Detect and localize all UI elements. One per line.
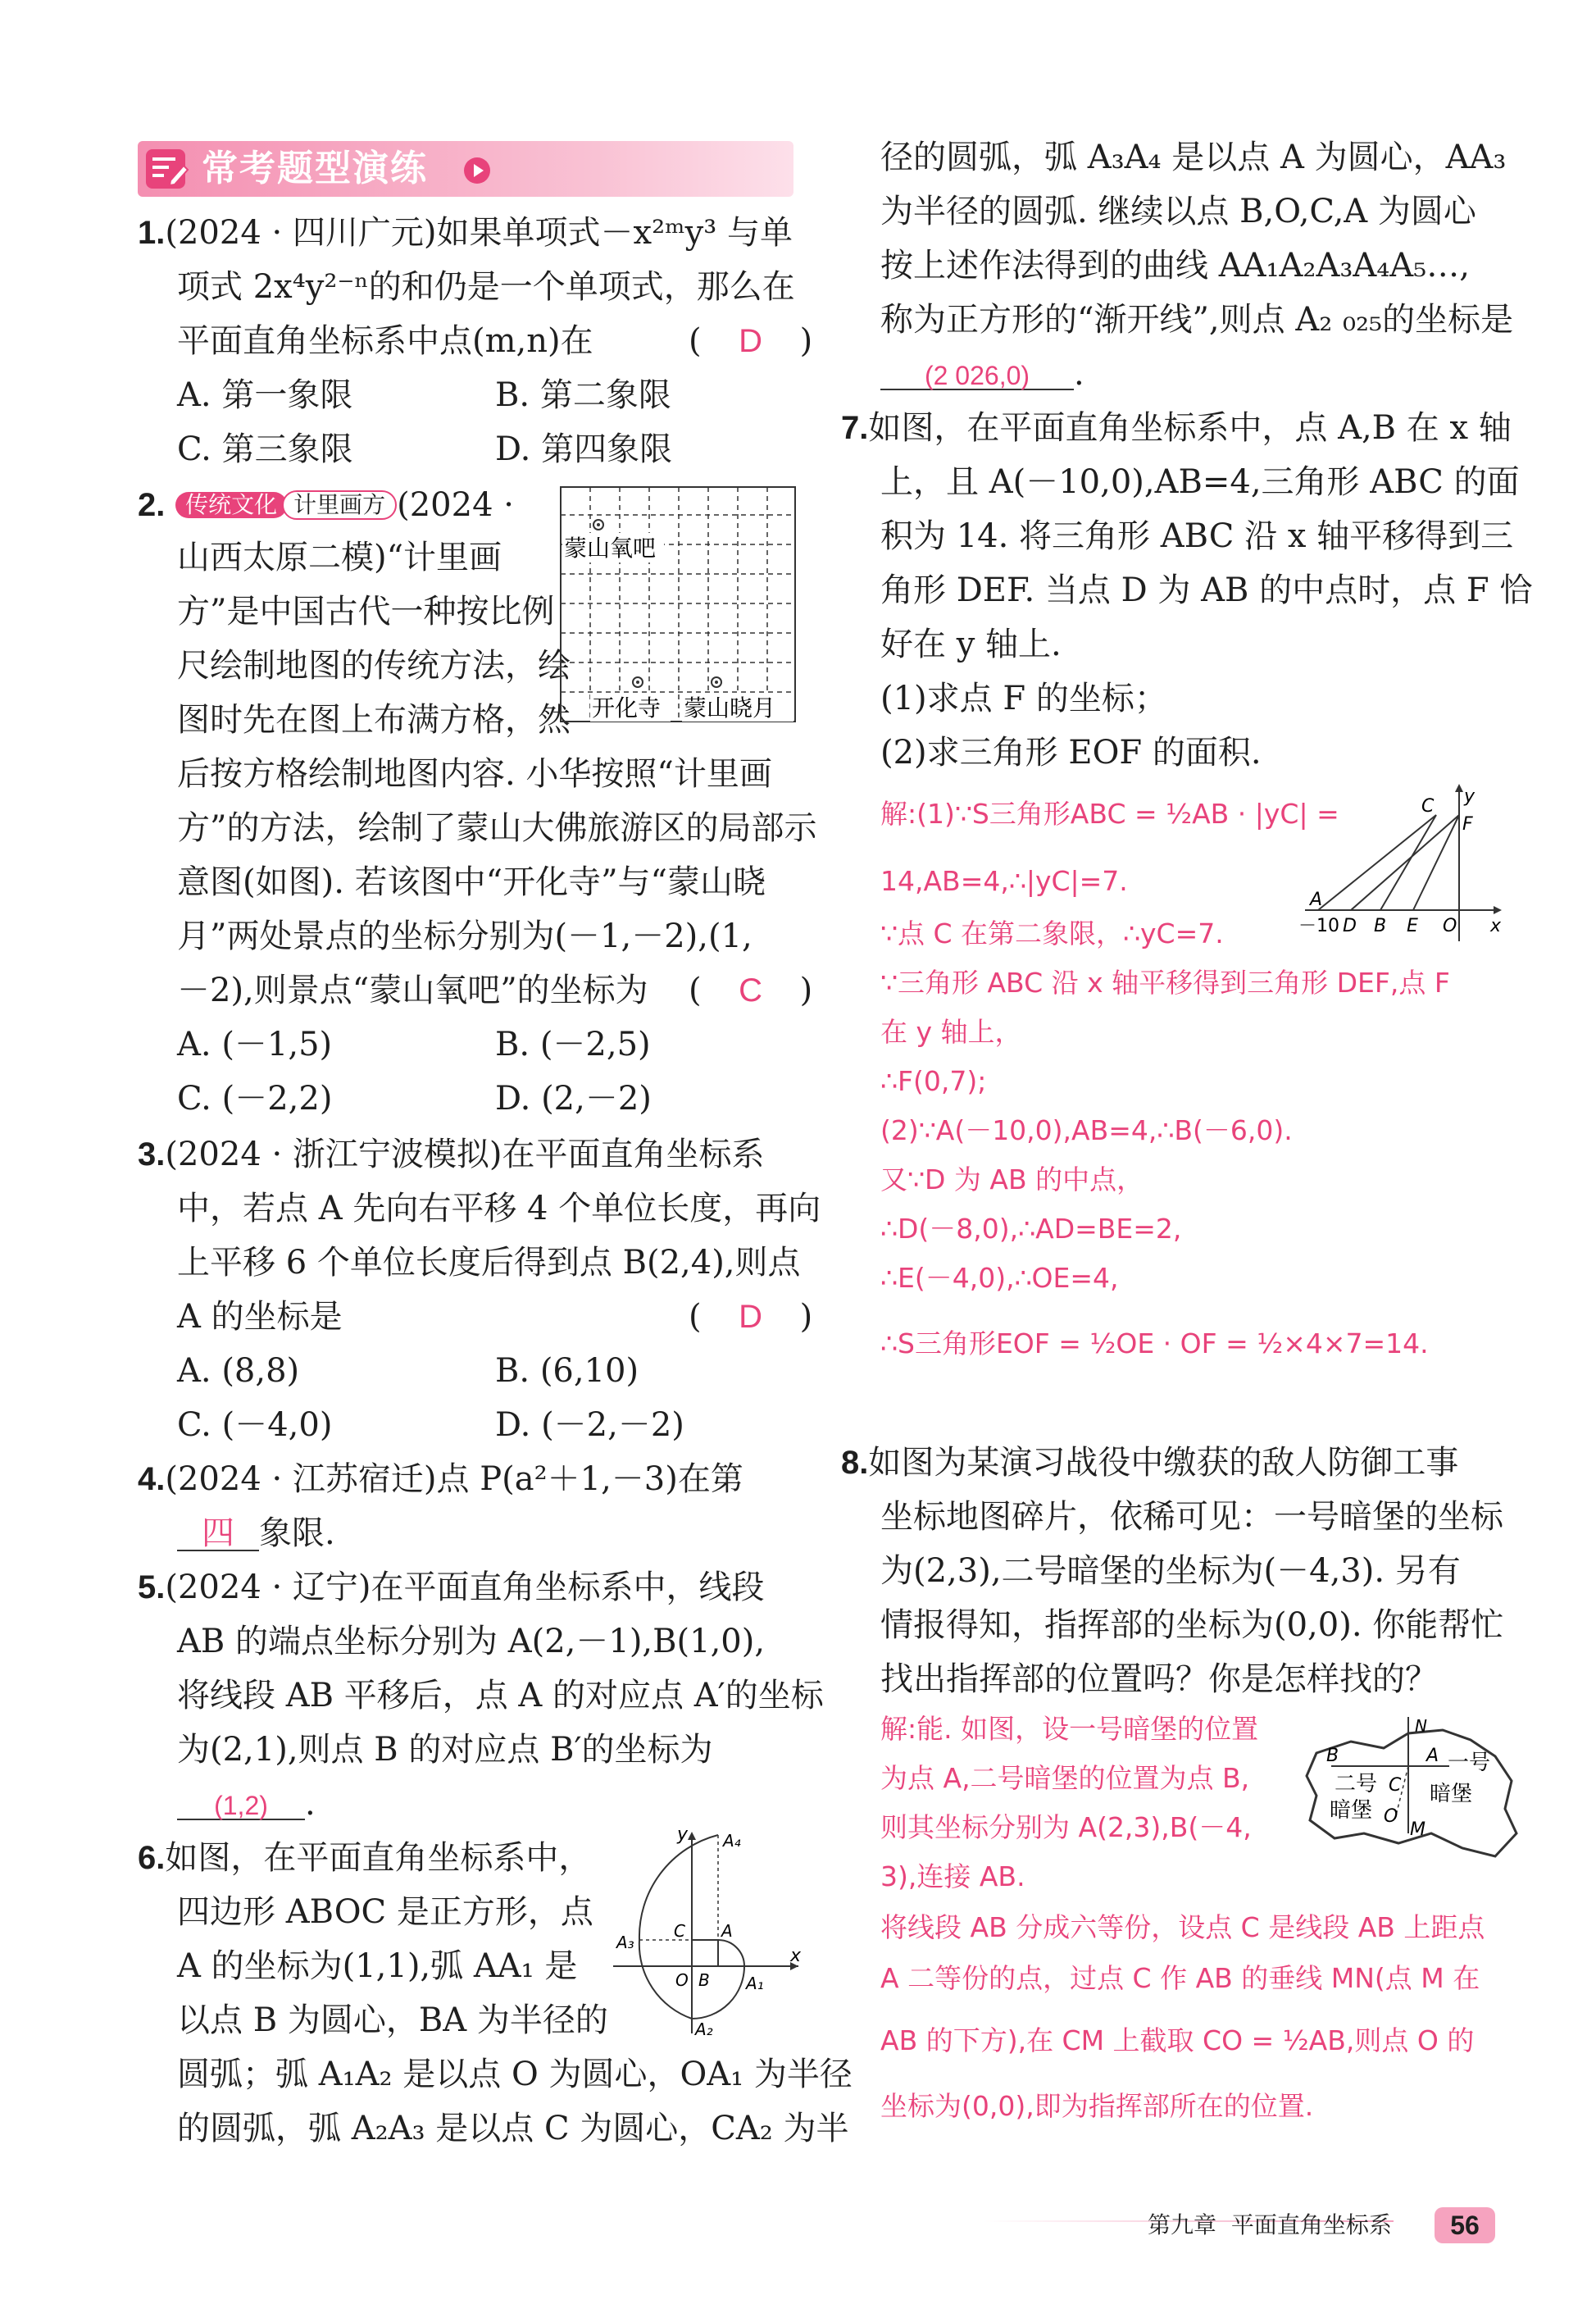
- q6-line: 的圆弧，弧 A₂A₃ 是以点 C 为圆心，CA₂ 为半: [177, 2110, 849, 2147]
- q8-solution-line: 为点 A,二号暗堡的位置为点 B,: [880, 1762, 1250, 1794]
- q7-line: 如图，在平面直角坐标系中，点 A,B 在 x 轴: [868, 409, 1512, 447]
- q7-solution-line: ∴S三角形EOF = ½OE · OF = ½×4×7=14.: [880, 1327, 1429, 1359]
- q6-line: 以点 B 为圆心，BA 为半径的: [177, 2001, 608, 2039]
- fig8-label-m: M: [1410, 1819, 1425, 1840]
- q1-answer: D: [739, 323, 763, 359]
- q3-answer: D: [739, 1299, 763, 1335]
- q7-solution-line: ∵点 C 在第二象限，∴yC=7.: [880, 918, 1224, 949]
- q6-number: 6.: [138, 1840, 166, 1876]
- q8-line: 情报得知，指挥部的坐标为(0,0). 你能帮忙: [880, 1606, 1504, 1644]
- q7-triangle-figure: [1298, 781, 1503, 945]
- q3-option-a: A. (8,8): [177, 1352, 300, 1390]
- q7-solution-line: 解:(1)∵S三角形ABC = ½AB · |yC| =: [880, 798, 1339, 830]
- fig7-label-e: E: [1407, 916, 1418, 936]
- page-number-badge: [1435, 2207, 1495, 2243]
- label-kaihuasi: 开化寺: [592, 694, 662, 722]
- fig8-label-bunker1-line1: 一号: [1448, 1751, 1491, 1775]
- q7-line: (1)求点 F 的坐标；: [880, 680, 1167, 717]
- footer-chapter: 第九章: [1148, 2211, 1217, 2238]
- q8-solution-line: 解:能. 如图，设一号暗堡的位置: [880, 1713, 1259, 1745]
- label-mengshan-xiaoyue: 蒙山晓月: [684, 694, 776, 722]
- fig7-label-f: F: [1462, 814, 1473, 835]
- fig8-label-b: B: [1326, 1746, 1339, 1766]
- fig6-label-a4: A₄: [723, 1831, 741, 1851]
- q1-option-b: B. 第二象限: [495, 376, 671, 414]
- q2-option-b: B. (－2,5): [495, 1026, 651, 1063]
- q1-option-a: A. 第一象限: [177, 376, 353, 414]
- fig7-label-minus10: －10: [1298, 916, 1339, 936]
- fig8-label-bunker2-line1: 二号: [1335, 1772, 1378, 1796]
- q6-line: 为半径的圆弧. 继续以点 B,O,C,A 为圆心: [880, 193, 1476, 230]
- q6-answer-blank: (2 026,0): [880, 362, 1074, 390]
- q8-solution-line: A 二等份的点，过点 C 作 AB 的垂线 MN(点 M 在: [880, 1962, 1480, 1994]
- q6-involute-figure: [610, 1828, 807, 2042]
- page-number: 56: [1450, 2211, 1480, 2240]
- q2-line: 方”的方法，绘制了蒙山大佛旅游区的局部示: [177, 809, 817, 847]
- q7-line: 好在 y 轴上.: [880, 626, 1062, 663]
- fig6-label-o: O: [675, 1970, 689, 1990]
- q7-solution-line: (2)∵A(－10,0),AB=4,∴B(－6,0).: [880, 1114, 1293, 1146]
- marker-mengshan-xiaoyue: [712, 677, 721, 687]
- fig6-label-y: y: [677, 1828, 689, 1845]
- q3-option-d: D. (－2,－2): [495, 1406, 684, 1444]
- q1-line: (2024 · 四川广元)如果单项式－x²ᵐy³ 与单: [165, 214, 793, 252]
- fig8-label-bunker2-line2: 暗堡: [1330, 1798, 1373, 1823]
- fig7-label-c: C: [1421, 796, 1435, 817]
- q2-option-a: A. (－1,5): [177, 1026, 333, 1063]
- q2-line: 尺绘制地图的传统方法，绘: [177, 647, 571, 685]
- q2-grid-map-figure: [559, 485, 797, 723]
- fig7-label-y: y: [1464, 786, 1476, 807]
- q5-number: 5.: [138, 1569, 166, 1605]
- fig7-label-b: B: [1374, 916, 1387, 936]
- q1-option-c: C. 第三象限: [177, 430, 353, 468]
- marker-mengshan-yangba: [593, 520, 603, 530]
- page: 常考题型演练 1.(2024 · 四川广元)如果单项式－x²ᵐy³ 与单 项式 2x⁴y²⁻ⁿ的和仍是一个单项式，那么在 平面直角坐标系中点(m,n)在 ( D ) A. 第一象限 B. 第二象限 C. 第三象限 D. 第四象限 2. 传统文化 计里画方 (2024 · 山西太原二模)“计里画 方”是中国古代一种按比例 尺绘制地图的传统方法，绘 图时先在图上布满方格，然 后按方格绘制地图内容. 小华按照“计里画 方”的方法，绘制了蒙山大佛旅游区的局部示 意图(如图). 若该图中“开化寺”与“蒙山晓 月”两处景点的坐标分别为(－1,－2),(1, －2),则景点“蒙山氧吧”的坐标为 ( C ) A. (－1,5) B. (－2,5) C. (－2,2) D. (2,－2) 蒙山氧吧 开化寺 蒙山晓月 3.(2024 · 浙江宁波模拟)在平面直角坐标系 中，若点 A 先向右平移 4 个单位长度，再向 上平移 6 个单位长度后得到点 B(2,4),则点 A 的坐标是 ( D ) A. (8,8) B. (6,10) C. (－4,0) D. (－2,－2) 4.(2024 · 江苏宿迁)点 P(a²＋1,－3)在第 四 象限. 5.(2024 · 辽宁)在平面直角坐标系中，线段 AB 的端点坐标分别为 A(2,－1),B(1,0), 将线段 AB 平移后，点 A 的对应点 A′的坐标 为(2,1),则点 B 的对应点 B′的坐标为 (1,2) . 6.如图，在平面直角坐标系中， 四边形 ABOC 是正方形，点 A 的坐标为(1,1),弧 AA₁ 是 以点 B 为圆心，BA 为半径的 圆弧；弧 A₁A₂ 是以点 O 为圆心，OA₁ 为半径 的圆弧，弧 A₂A₃ 是以点 C 为圆心，CA₂ 为半 y x A₄ A₃ C A O B A₁ A₂ 径的圆弧，弧 A₃A₄ 是以点 A 为圆心，AA₃ 为半径的圆弧. 继续以点 B,O,C,A 为圆心 按上述作法得到的曲线 AA₁A₂A₃A₄A₅…, 称为正方形的“渐开线”,则点 A₂ ₀₂₅的坐标是 (2 026,0) . 7.如图，在平面直角坐标系中，点 A,B 在 x 轴 上，且 A(－10,0),AB=4,三角形 ABC 的面 积为 14. 将三角形 ABC 沿 x 轴平移得到三 角形 DEF. 当点 D 为 AB 的中点时，点 F 恰 好在 y 轴上. (1)求点 F 的坐标； (2)求三角形 EOF 的面积. 解:(1)∵S三角形ABC = ½AB · |yC| = 14,AB=4,∴|yC|=7. ∵点 C 在第二象限，∴yC=7. ∵三角形 ABC 沿 x 轴平移得到三角形 DEF,点 F 在 y 轴上， ∴F(0,7); (2)∵A(－10,0),AB=4,∴B(－6,0). 又∵D 为 AB 的中点， ∴D(－8,0),∴AD=BE=2, ∴E(－4,0),∴OE=4, ∴S三角形EOF = ½OE · OF = ½×4×7=14. y C F A －10 D B E O x 8.如图为某演习战役中缴获的敌人防御工事 坐标地图碎片，依稀可见：一号暗堡的坐标 为(2,3),二号暗堡的坐标为(－4,3). 另有 情报得知，指挥部的坐标为(0,0). 你能帮忙 找出指挥部的位置吗？你是怎样找的？ 解:能. 如图，设一号暗堡的位置 为点 A,二号暗堡的位置为点 B, 则其坐标分别为 A(2,3),B(－4, 3),连接 AB. 将线段 AB 分成六等份，设点 C 是线段 AB 上距点 A 二等份的点，过点 C 作 AB 的垂线 MN(点 M 在 AB 的下方),在 CM 上截取 CO = ½AB,则点 O 的 坐标为(0,0),即为指挥部所在的位置. N B 二号 暗堡 C A 一号 暗堡 O M 第九章 平面直角坐标系 56: [0, 0, 1596, 2304]
- q5-line: (2024 · 辽宁)在平面直角坐标系中，线段: [165, 1569, 765, 1606]
- q8-solution-line: 则其坐标分别为 A(2,3),B(－4,: [880, 1811, 1252, 1843]
- q4-number: 4.: [138, 1461, 166, 1497]
- q5-line: 为(2,1),则点 B 的对应点 B′的坐标为: [177, 1731, 713, 1769]
- fig6-label-a: A: [721, 1921, 733, 1941]
- q2-option-c: C. (－2,2): [177, 1080, 333, 1118]
- q7-line: 上，且 A(－10,0),AB=4,三角形 ABC 的面: [880, 463, 1520, 501]
- q3-option-c: C. (－4,0): [177, 1406, 333, 1444]
- q1-line: 项式 2x⁴y²⁻ⁿ的和仍是一个单项式，那么在: [177, 268, 795, 306]
- q4-answer-blank: 四: [177, 1517, 259, 1551]
- q4-line: 象限.: [259, 1514, 335, 1552]
- q2-line: (2024 ·: [397, 486, 514, 524]
- q3-line: 中，若点 A 先向右平移 4 个单位长度，再向: [177, 1190, 821, 1227]
- q8-solution-line: 3),连接 AB.: [880, 1860, 1025, 1892]
- q6-line: 四边形 ABOC 是正方形，点: [177, 1893, 593, 1931]
- q8-number: 8.: [841, 1445, 869, 1481]
- q2-line: 后按方格绘制地图内容. 小华按照“计里画: [177, 755, 772, 793]
- q2-line: 图时先在图上布满方格，然: [177, 701, 571, 739]
- label-mengshan-yangba: 蒙山氧吧: [564, 535, 657, 562]
- q6-line: A 的坐标为(1,1),弧 AA₁ 是: [177, 1947, 578, 1985]
- q5-line: AB 的端点坐标分别为 A(2,－1),B(1,0),: [177, 1623, 766, 1660]
- footer-title: 平面直角坐标系: [1230, 2211, 1392, 2238]
- play-circle-icon: [462, 156, 492, 185]
- q6-line: 按上述作法得到的曲线 AA₁A₂A₃A₄A₅…,: [880, 247, 1470, 285]
- fig6-label-x: x: [790, 1946, 802, 1966]
- q7-line: (2)求三角形 EOF 的面积.: [880, 734, 1262, 772]
- fig7-label-a: A: [1310, 890, 1323, 910]
- fig8-label-c: C: [1389, 1775, 1402, 1796]
- q1-option-d: D. 第四象限: [495, 430, 673, 468]
- q2-answer: C: [739, 972, 763, 1009]
- q3-option-b: B. (6,10): [495, 1352, 639, 1390]
- q5-answer-blank: (1,2): [177, 1792, 305, 1820]
- fig7-label-o: O: [1443, 916, 1457, 936]
- q8-line: 如图为某演习战役中缴获的敌人防御工事: [868, 1444, 1459, 1482]
- q6-line: 圆弧；弧 A₁A₂ 是以点 O 为圆心，OA₁ 为半径: [177, 2056, 853, 2093]
- q6-line: 称为正方形的“渐开线”,则点 A₂ ₀₂₅的坐标是: [880, 301, 1514, 339]
- q7-solution-line: 14,AB=4,∴|yC|=7.: [880, 865, 1128, 897]
- marker-kaihuasi: [633, 677, 643, 687]
- q7-solution-line: 在 y 轴上，: [880, 1016, 1022, 1048]
- fig6-label-a3: A₃: [616, 1933, 634, 1952]
- q2-line: －2),则景点“蒙山氧吧”的坐标为: [177, 972, 648, 1009]
- q2-line: 意图(如图). 若该图中“开化寺”与“蒙山晓: [177, 863, 766, 901]
- q8-solution-line: 将线段 AB 分成六等份，设点 C 是线段 AB 上距点: [880, 1911, 1485, 1943]
- q2-option-d: D. (2,－2): [495, 1080, 652, 1118]
- fig8-label-a: A: [1426, 1746, 1439, 1766]
- q7-solution-line: ∴D(－8,0),∴AD=BE=2,: [880, 1213, 1182, 1245]
- fig8-label-n: N: [1415, 1716, 1427, 1736]
- q8-map-fragment-figure: [1302, 1710, 1523, 1866]
- fig7-label-d: D: [1343, 916, 1357, 936]
- section-title: 常考题型演练: [202, 148, 428, 189]
- q7-solution-line: ∴F(0,7);: [880, 1065, 987, 1097]
- q7-number: 7.: [841, 410, 869, 446]
- q6-line: 如图，在平面直角坐标系中，: [165, 1839, 592, 1877]
- fig7-label-x: x: [1490, 916, 1502, 936]
- q2-line: 方”是中国古代一种按比例: [177, 593, 555, 631]
- q2-line: 月”两处景点的坐标分别为(－1,－2),(1,: [177, 918, 753, 955]
- q8-line: 为(2,3),二号暗堡的坐标为(－4,3). 另有: [880, 1552, 1461, 1590]
- fig6-label-c: C: [674, 1921, 685, 1941]
- fig6-label-b: B: [698, 1970, 710, 1990]
- q7-solution-line: ∵三角形 ABC 沿 x 轴平移得到三角形 DEF,点 F: [880, 967, 1450, 999]
- q7-solution-line: 又∵D 为 AB 的中点，: [880, 1163, 1144, 1195]
- q5-line: 将线段 AB 平移后，点 A 的对应点 A′的坐标: [177, 1677, 824, 1714]
- pencil-note-icon: [143, 144, 192, 194]
- q8-line: 找出指挥部的位置吗？你是怎样找的？: [880, 1660, 1438, 1698]
- q3-line: 上平移 6 个单位长度后得到点 B(2,4),则点: [177, 1244, 801, 1282]
- q8-solution-line: 坐标为(0,0),即为指挥部所在的位置.: [880, 2090, 1314, 2122]
- q3-line: A 的坐标是: [177, 1298, 343, 1336]
- q6-line: 径的圆弧，弧 A₃A₄ 是以点 A 为圆心，AA₃: [880, 139, 1507, 176]
- fig6-label-a2: A₂: [695, 2019, 713, 2039]
- q2-line: 山西太原二模)“计里画: [177, 539, 502, 576]
- q1-number: 1.: [138, 215, 166, 251]
- q1-line: 平面直角坐标系中点(m,n)在: [177, 322, 593, 360]
- q3-number: 3.: [138, 1136, 166, 1172]
- q7-line: 积为 14. 将三角形 ABC 沿 x 轴平移得到三: [880, 517, 1514, 555]
- fig6-label-a1: A₁: [746, 1974, 764, 1993]
- q3-line: (2024 · 浙江宁波模拟)在平面直角坐标系: [165, 1136, 765, 1173]
- q8-solution-line: AB 的下方),在 CM 上截取 CO = ½AB,则点 O 的: [880, 2024, 1475, 2056]
- q8-line: 坐标地图碎片，依稀可见：一号暗堡的坐标: [880, 1498, 1503, 1536]
- fig8-label-o: O: [1384, 1806, 1398, 1827]
- q7-solution-line: ∴E(－4,0),∴OE=4,: [880, 1262, 1119, 1294]
- q2-number: 2.: [138, 487, 166, 523]
- tag-traditional-culture: 传统文化: [175, 492, 287, 518]
- fig8-label-bunker1-line2: 暗堡: [1430, 1782, 1473, 1806]
- section-header: [138, 141, 793, 197]
- tag-jilihuafang: 计里画方: [282, 490, 397, 520]
- q4-line: (2024 · 江苏宿迁)点 P(a²＋1,－3)在第: [165, 1460, 743, 1498]
- q7-line: 角形 DEF. 当点 D 为 AB 的中点时，点 F 恰: [880, 571, 1533, 609]
